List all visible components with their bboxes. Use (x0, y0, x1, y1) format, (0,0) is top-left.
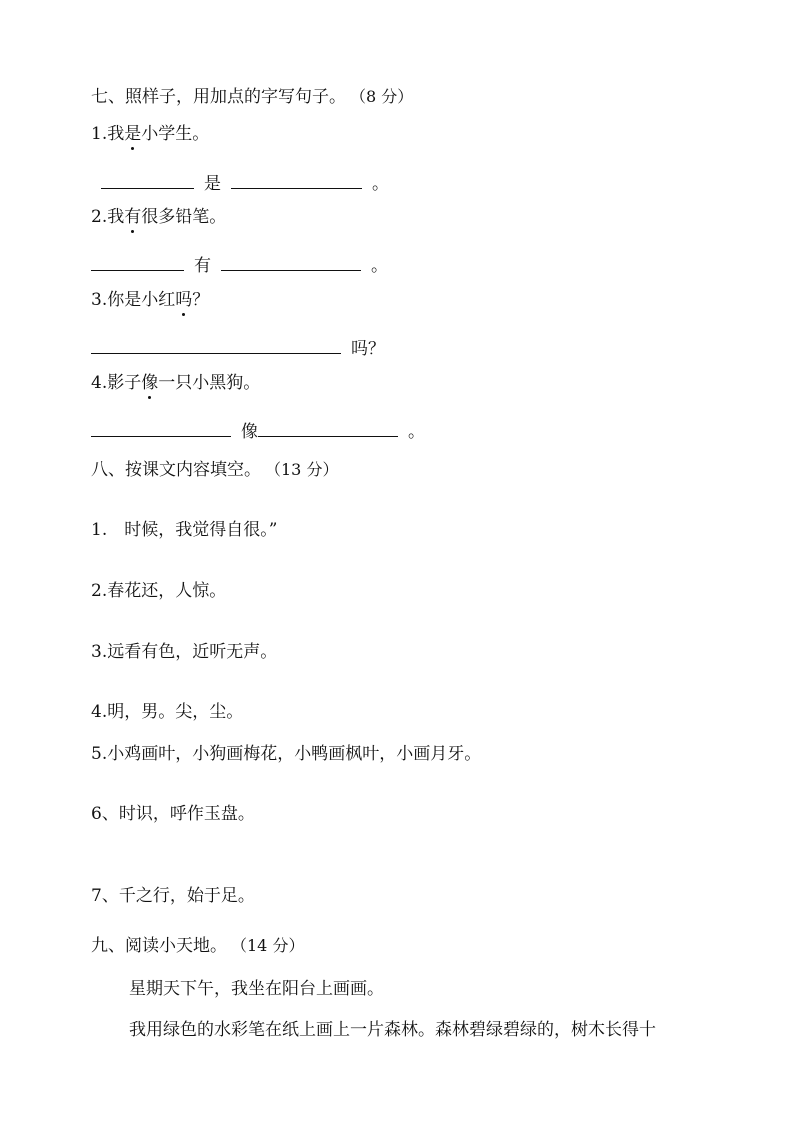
section8-heading: 八、按课文内容填空。 (91, 460, 261, 480)
section9-heading-line (91, 935, 304, 957)
section7-score: （8 分） (358, 87, 414, 106)
q4-blank-2[interactable] (258, 418, 398, 437)
q4-key-word: 像 (241, 422, 258, 442)
q4-text-post: 一只小黑狗。 (158, 373, 261, 393)
q1-key-word: 是 (204, 174, 221, 194)
section8-item-3: 3.远看有色，近听无声。 (91, 642, 278, 662)
q4-dotted-char: 像 (141, 373, 159, 393)
section8-item-2: 2.春花还，人惊。 (91, 581, 227, 601)
q4-blank-1[interactable] (91, 418, 231, 437)
section9-paragraph-1: 星期天下午，我坐在阳台上画画。 (129, 979, 384, 999)
section7-q3 (91, 289, 209, 311)
q2-text-post: 很多铅笔。 (141, 207, 227, 227)
section7-q1-answer (101, 170, 399, 195)
section8-item-7: 7、千之行，始于足。 (91, 886, 255, 906)
section7-q1 (91, 123, 209, 145)
q2-blank-2[interactable] (221, 252, 361, 271)
section9-heading: 九、阅读小天地。 (91, 936, 227, 956)
section9-score: （14 分） (239, 936, 305, 955)
section7-q4-answer (91, 418, 435, 443)
q2-number: 2. (91, 207, 108, 227)
section8-item-1: 1. 时候，我觉得自很。” (91, 520, 278, 540)
section8-item-6: 6、时识，呼作玉盘。 (91, 804, 255, 824)
q4-end-mark: 。 (408, 422, 425, 442)
q3-end-word: 吗？ (351, 339, 385, 359)
section7-q4 (91, 372, 260, 394)
section8-item-4: 4.明，男。尖，尘。 (91, 702, 244, 722)
q4-number: 4. (91, 373, 108, 393)
q1-dotted-char: 是 (124, 124, 142, 144)
q2-end-mark: 。 (371, 256, 388, 276)
q1-number: 1. (91, 124, 108, 144)
q1-end-mark: 。 (372, 174, 389, 194)
section8-heading-line (91, 459, 338, 481)
q1-blank-2[interactable] (231, 170, 362, 189)
section7-q2-answer (91, 252, 398, 277)
q3-number: 3. (91, 290, 108, 310)
section7-heading: 七、照样子，用加点的字写句子。 (91, 87, 346, 107)
section8-item-5: 5.小鸡画叶，小狗画梅花，小鸭画枫叶，小画月牙。 (91, 744, 482, 764)
q2-blank-1[interactable] (91, 252, 184, 271)
q1-blank-1[interactable] (101, 170, 194, 189)
section9-paragraph-2: 我用绿色的水彩笔在纸上画上一片森林。森林碧绿碧绿的，树木长得十 (129, 1020, 656, 1040)
section7-q2 (91, 206, 226, 228)
q3-text-post: ？ (192, 290, 210, 310)
q3-dotted-char: 吗 (175, 290, 193, 310)
q3-text-pre: 你是小红 (107, 290, 176, 310)
q4-text-pre: 影子 (107, 373, 142, 393)
q1-text-pre: 我 (107, 124, 125, 144)
q1-text-post: 小学生。 (141, 124, 210, 144)
section7-heading-line (91, 86, 413, 108)
q2-text-pre: 我 (107, 207, 125, 227)
section7-q3-answer (91, 335, 395, 360)
q3-blank[interactable] (91, 335, 341, 354)
q2-key-word: 有 (194, 256, 211, 276)
q2-dotted-char: 有 (124, 207, 142, 227)
section8-score: （13 分） (273, 460, 339, 479)
